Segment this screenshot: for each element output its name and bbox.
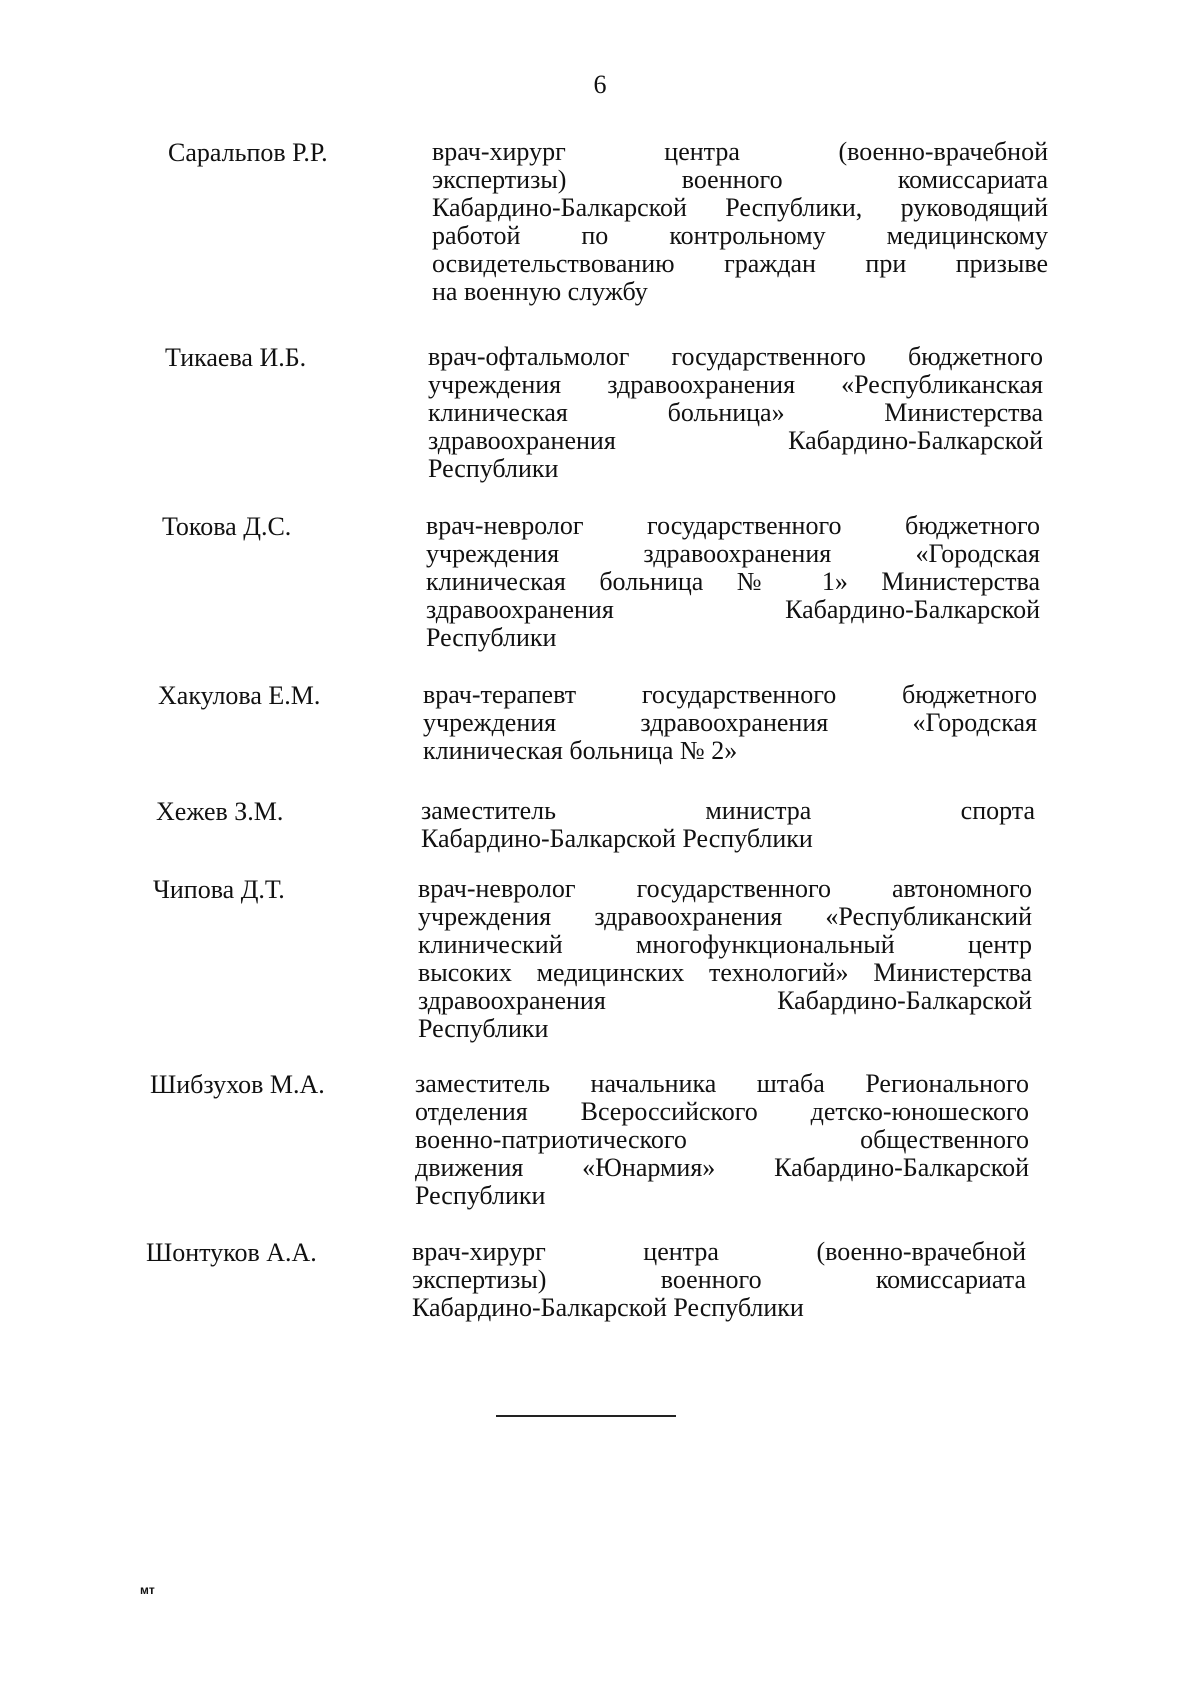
position-line: врач-невролог государственного автономного [418, 874, 1032, 903]
person-position [426, 512, 1040, 652]
position-line: Республики [428, 454, 559, 483]
person-name: Тикаева И.Б. [165, 343, 307, 372]
person-name: Хакулова Е.М. [158, 681, 321, 710]
position-line: Республики [418, 1014, 549, 1043]
person-position [412, 1238, 1026, 1322]
position-line: отделения Всероссийского детско-юношеского [415, 1097, 1029, 1126]
person-name: Саральпов Р.Р. [168, 138, 328, 167]
person-position [421, 797, 1035, 853]
position-line: движения «Юнармия» Кабардино-Балкарской [415, 1153, 1029, 1182]
position-line: учреждения здравоохранения «Республиканский [418, 902, 1032, 931]
position-line: здравоохранения Кабардино-Балкарской [418, 986, 1032, 1015]
person-position [415, 1070, 1029, 1210]
position-line: врач-терапевт государственного бюджетного [423, 680, 1037, 709]
position-line: учреждения здравоохранения «Городская [423, 708, 1037, 737]
position-line: врач-невролог государственного бюджетного [426, 511, 1040, 540]
position-line: клиническая больница» Министерства [428, 398, 1043, 427]
position-line: клиническая больница № 1» Министерства [426, 567, 1040, 596]
position-line: учреждения здравоохранения «Городская [426, 539, 1040, 568]
position-line: врач-офтальмолог государственного бюджетного [428, 342, 1043, 371]
position-line: экспертизы) военного комиссариата [412, 1265, 1026, 1294]
position-line: врач-хирург центра (военно-врачебной [432, 137, 1048, 166]
page-number: 6 [593, 70, 607, 99]
person-name: Шибзухов М.А. [150, 1070, 325, 1099]
person-position [432, 138, 1048, 306]
position-line: здравоохранения Кабардино-Балкарской [426, 595, 1040, 624]
position-line: заместитель начальника штаба Регионального [415, 1069, 1029, 1098]
position-line: заместитель министра спорта [421, 796, 1035, 825]
person-name: Хежев З.М. [156, 797, 284, 826]
person-position [428, 343, 1043, 483]
position-line: на военную службу [432, 277, 648, 306]
position-line: военно-патриотического общественного [415, 1125, 1029, 1154]
person-position [423, 681, 1037, 765]
position-line: высоких медицинских технологий» Министерства [418, 958, 1032, 987]
position-line: клиническая больница № 2» [423, 736, 738, 765]
person-position [418, 875, 1032, 1043]
position-line: Республики [426, 623, 557, 652]
position-line: Кабардино-Балкарской Республики, руководящий [432, 193, 1048, 222]
position-line: работой по контрольному медицинскому [432, 221, 1048, 250]
position-line: здравоохранения Кабардино-Балкарской [428, 426, 1043, 455]
end-divider [496, 1415, 676, 1417]
position-line: экспертизы) военного комиссариата [432, 165, 1048, 194]
position-line: Республики [415, 1181, 546, 1210]
position-line: освидетельствованию граждан при призыве [432, 249, 1048, 278]
person-name: Токова Д.С. [162, 512, 292, 541]
position-line: врач-хирург центра (военно-врачебной [412, 1237, 1026, 1266]
position-line: Кабардино-Балкарской Республики [412, 1293, 804, 1322]
executor-initials: мт [140, 1583, 155, 1597]
position-line: Кабардино-Балкарской Республики [421, 824, 813, 853]
person-name: Шонтуков А.А. [146, 1238, 317, 1267]
person-name: Чипова Д.Т. [153, 875, 285, 904]
position-line: клинический многофункциональный центр [418, 930, 1032, 959]
position-line: учреждения здравоохранения «Республиканская [428, 370, 1043, 399]
